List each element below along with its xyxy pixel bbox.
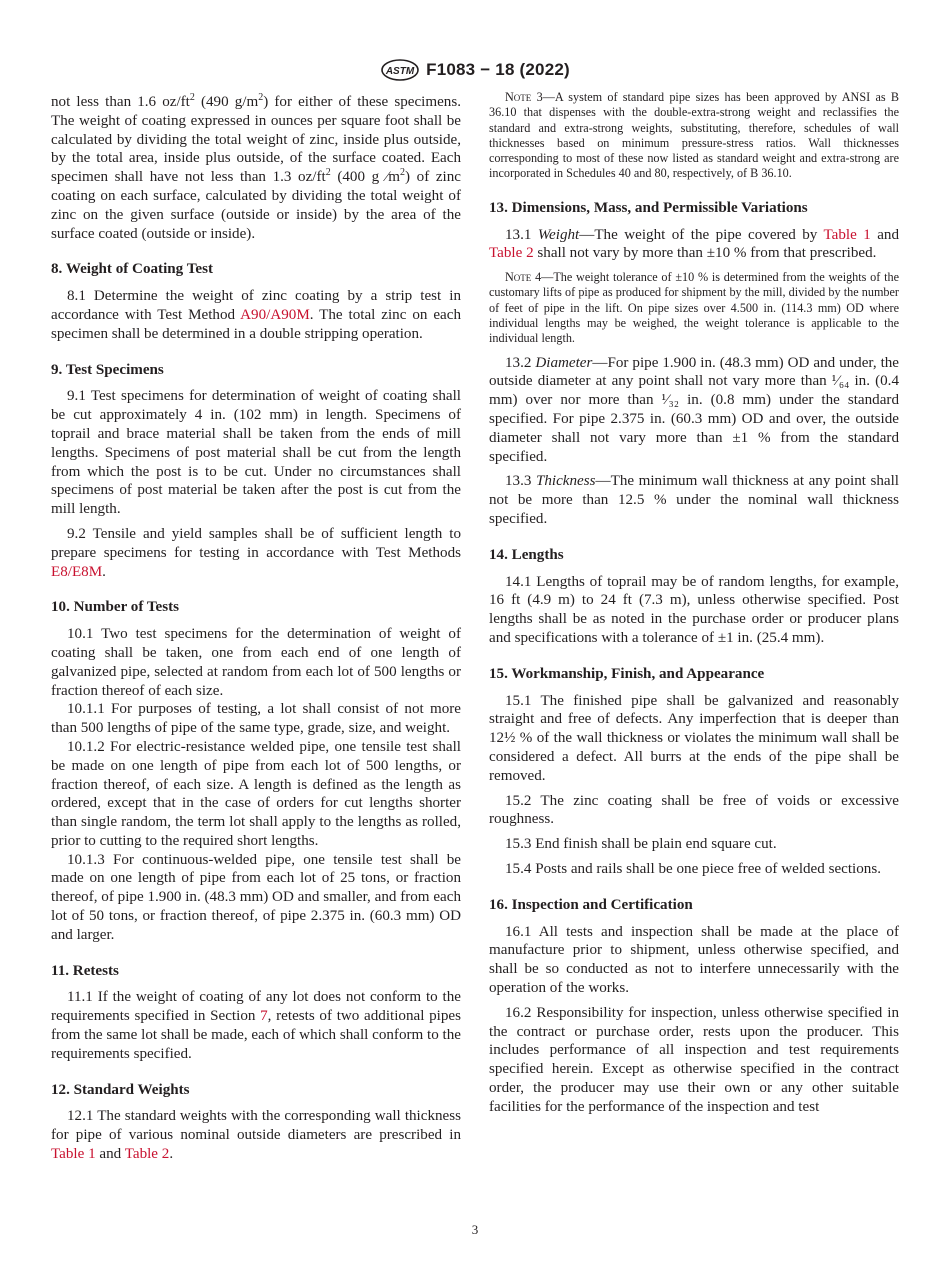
- paragraph-14-1: 14.1 Lengths of toprail may be of random lengths, for example, 16 ft (4.9 m) to 24 ft (7.3 m), unless otherwise specified. Post lengths shall be as noted in the purchase order or producer plans and specifications with a tolerance of ±1 in. (25.4 mm).: [489, 573, 899, 647]
- note-3: Note 3—A system of standard pipe sizes has been approved by ANSI as B 36.10 that dispenses with the double-extra-strong weight and reclassifies the standard and extra-strong weights, substituting, therefore, schedules of wall thicknesses based on minimum pressure-stress ratios. Wall thicknesses corresponding to most of these now listed as standard weight and extra-strong are incorporated in Schedules 40 and 80, respectively, of B 36.10.: [489, 90, 899, 181]
- paragraph-8-1: 8.1 Determine the weight of zinc coating by a strip test in accordance with Test Method A90/A90M. The total zinc on each specimen shall be determined in a double stripping operation.: [51, 288, 461, 342]
- left-column: [51, 93, 461, 1164]
- section-heading-10: 10. Number of Tests: [51, 599, 180, 616]
- section-heading-14: 14. Lengths: [489, 546, 564, 563]
- paragraph-13-2: 13.2 Diameter—For pipe 1.900 in. (48.3 mm) OD and under, the outside diameter at any point shall not vary more than ¹⁄₆₄ in. (0.4 mm) over nor more than ¹⁄₃₂ in. (0.8 mm) under the standard specified. For pipe 2.375 in. (60.3 mm) OD and over, the outside diameter shall not vary more than ±1 % from the standard specified.: [489, 354, 900, 465]
- ref-section-7[interactable]: 7: [260, 1008, 268, 1025]
- ref-table-1[interactable]: Table 1: [823, 226, 871, 243]
- standard-designation: F1083 − 18 (2022): [426, 60, 570, 79]
- svg-text:ASTM: ASTM: [385, 66, 415, 77]
- paragraph-10-1-2: 10.1.2 For electric-resistance welded pipe, one tensile test shall be made on one length of pipe from each lot of 500 lengths, or fraction thereof, of each size. A length is defined as the length as ordered, except that in the case of orders for cut lengths shorter than single random, the term lot shall apply to the lengths as rolled, prior to cutting to the required short lengths.: [51, 738, 461, 849]
- paragraph-15-4: 15.4 Posts and rails shall be one piece free of welded sections.: [505, 860, 881, 877]
- section-heading-12: 12. Standard Weights: [51, 1081, 190, 1098]
- ref-e8[interactable]: E8/E8M: [51, 563, 103, 580]
- section-heading-13: 13. Dimensions, Mass, and Permissible Variations: [489, 199, 808, 216]
- ref-table-1[interactable]: Table 1: [51, 1146, 96, 1163]
- paragraph-15-3: 15.3 End finish shall be plain end square cut.: [505, 836, 777, 853]
- section-heading-11: 11. Retests: [51, 962, 119, 979]
- paragraph-15-2: 15.2 The zinc coating shall be free of voids or excessive roughness.: [489, 792, 899, 828]
- paragraph-10-1-3: 10.1.3 For continuous-welded pipe, one tensile test shall be made on one length of pipe from each lot of 25 tons, or fraction thereof, of pipe 1.900 in. (48.3 mm) OD and smaller, and from each lot of 50 tons, or fraction thereof, of pipe 2.375 in. (60.3 mm) OD and larger.: [51, 851, 461, 943]
- paragraph-13-3: 13.3 Thickness—The minimum wall thickness at any point shall not be more than 12.5 % under the nominal wall thickness specified.: [489, 473, 899, 528]
- section-heading-9: 9. Test Specimens: [51, 361, 164, 378]
- section-heading-16: 16. Inspection and Certification: [489, 896, 693, 913]
- ref-a90[interactable]: A90/A90M: [240, 306, 310, 323]
- section-heading-8: 8. Weight of Coating Test: [51, 261, 213, 278]
- paragraph-13-1: 13.1 Weight—The weight of the pipe covered by Table 1 and Table 2 shall not vary by more than ±10 % from that prescribed.: [489, 226, 900, 262]
- paragraph-10-1-1: 10.1.1 For purposes of testing, a lot shall consist of not more than 500 lengths of pipe of the same type, grade, size, and weight.: [51, 701, 461, 737]
- paragraph-10-1: 10.1 Two test specimens for the determination of weight of coating shall be taken, one from each end of one length of galvanized pipe, selected at random from each lot of 500 lengths or fraction thereof of each size.: [51, 626, 461, 699]
- right-column: [489, 90, 900, 1117]
- note-4: Note 4—The weight tolerance of ±10 % is determined from the weights of the customary lifts of pipe as produced for shipment by the mill, divided by the number of feet of pipe in the lift. On pipe sizes over 4.500 in. (114.3 mm) OD where individual lengths may be weighed, the weight tolerance is applicable to the individual length.: [489, 270, 899, 346]
- paragraph-16-2: 16.2 Responsibility for inspection, unless otherwise specified in the contract or purchase order, rests upon the producer. This includes performance of all inspection and test requirements specified herein. Except as otherwise specified in the contract order, the producer may use their own or any other suitable facilities for the performance of the inspection and test: [489, 1004, 899, 1115]
- paragraph-9-1: 9.1 Test specimens for determination of weight of coating shall be cut approximately 4 in. (102 mm) in length. Specimens of toprail and brace material shall be taken from the ends of mill lengths. Specimens of post material shall be cut from the length from which the post is to be cut. Under no circumstances shall specimens of post material be taken after the post is cut from the mill length.: [51, 388, 461, 518]
- continued-paragraph: not less than 1.6 $oz/ft^2$ (490 $g/m^2$) for either of these specimens. The weight of coating expressed in ounces per square foot shall be calculated by dividing the total weight of zinc, inside plus outside, by the total area, inside plus outside, of the surface coated. Each specimen shall have not less than 1.3 $oz/ft^2$ (400 g $⁄m^2$) of zinc coating on each surface, calculated by dividing the total weight of zinc on the given surface (outside or inside) by the area of the surface coated (outside or inside).: [51, 91, 461, 242]
- page-number: 3: [471, 1222, 479, 1237]
- ref-table-2[interactable]: Table 2: [124, 1146, 170, 1163]
- paragraph-12-1: 12.1 The standard weights with the corresponding wall thickness for pipe of various nominal outside diameters are prescribed in Table 1 and Table 2.: [51, 1108, 461, 1163]
- ref-table-2[interactable]: Table 2: [489, 245, 534, 262]
- paragraph-16-1: 16.1 All tests and inspection shall be made at the place of manufacture prior to shipment, unless otherwise specified, and shall be so conducted as not to interfere unnecessarily with the operation of the works.: [489, 923, 899, 996]
- astm-logo-icon: [380, 59, 420, 81]
- section-heading-15: 15. Workmanship, Finish, and Appearance: [489, 665, 765, 682]
- paragraph-11-1: 11.1 If the weight of coating of any lot does not conform to the requirements specified in Section 7, retests of two additional pipes from the same lot shall be made, each of which shall conform to the requirements specified.: [51, 989, 461, 1062]
- paragraph-9-2: 9.2 Tensile and yield samples shall be of sufficient length to prepare specimens for testing in accordance with Test Methods E8/E8M.: [51, 525, 461, 580]
- page-header: [0, 57, 950, 83]
- paragraph-15-1: 15.1 The finished pipe shall be galvanized and reasonably straight and free of defects. Any imperfection that is deeper than 12½ % of the wall thickness or violates the minimum wall shall be considered a defect. All burrs at the ends of the pipe shall be removed.: [489, 692, 899, 784]
